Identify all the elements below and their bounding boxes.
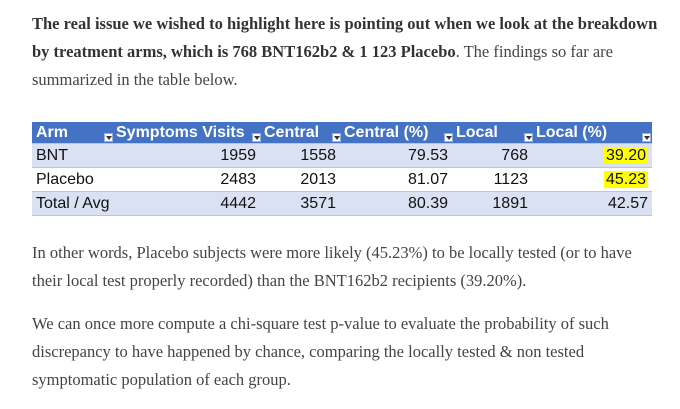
cell-local: 1123 xyxy=(452,168,532,192)
cell-local: 768 xyxy=(452,144,532,168)
cell-local-pct: 42.57 xyxy=(532,192,652,216)
cell-local: 1891 xyxy=(452,192,532,216)
cell-central: 2013 xyxy=(260,168,340,192)
highlighted-value: 45.23 xyxy=(605,170,646,188)
cell-local-pct xyxy=(532,144,652,168)
summary-table xyxy=(32,122,652,216)
intro-rest-text: . The findings so far are summarized in the table below. xyxy=(32,42,613,89)
header-local-pct[interactable]: Local (%) xyxy=(532,122,652,144)
paragraph-comparison: In other words, Placebo subjects were more likely (45.23%) to be locally tested (or to have their local test properly recorded) than the BNT162b2 recipients (39.20%). xyxy=(32,243,632,290)
filter-dropdown-central-icon[interactable] xyxy=(332,133,341,142)
paragraph-chi-square: We can once more compute a chi-square test p-value to evaluate the probability of such discrepancy to have happened by chance, comparing the locally tested & non tested symptomatic population of each group. xyxy=(32,314,609,389)
cell-symptoms-visits: 2483 xyxy=(112,168,260,192)
header-symptoms-visits[interactable]: Symptoms Visits xyxy=(112,122,260,144)
header-central[interactable]: Central xyxy=(260,122,340,144)
header-local[interactable]: Local xyxy=(452,122,532,144)
filter-dropdown-central-pct-icon[interactable] xyxy=(444,133,453,142)
cell-central-pct: 81.07 xyxy=(340,168,452,192)
cell-arm: Placebo xyxy=(32,168,112,192)
cell-local-pct xyxy=(532,168,652,192)
cell-central: 1558 xyxy=(260,144,340,168)
table-row xyxy=(32,144,652,168)
intro-bold-text: The real issue we wished to highlight here is pointing out when we look at the breakdown by treatment arms, which is 768 BNT162b2 & 1 123 Placebo xyxy=(32,14,658,61)
intro-paragraph xyxy=(32,10,662,94)
header-arm[interactable]: Arm xyxy=(32,122,112,144)
cell-central-pct: 80.39 xyxy=(340,192,452,216)
header-central-pct[interactable]: Central (%) xyxy=(340,122,452,144)
cell-symptoms-visits: 4442 xyxy=(112,192,260,216)
highlighted-value: 39.20 xyxy=(605,146,646,164)
table-header-row xyxy=(32,122,652,144)
table-row xyxy=(32,168,652,192)
filter-dropdown-symptoms-icon[interactable] xyxy=(252,133,261,142)
cell-central-pct: 79.53 xyxy=(340,144,452,168)
cell-central: 3571 xyxy=(260,192,340,216)
cell-arm: Total / Avg xyxy=(32,192,112,216)
cell-symptoms-visits: 1959 xyxy=(112,144,260,168)
cell-arm: BNT xyxy=(32,144,112,168)
table-row xyxy=(32,192,652,216)
filter-dropdown-arm-icon[interactable] xyxy=(104,133,113,142)
filter-dropdown-local-icon[interactable] xyxy=(524,133,533,142)
filter-dropdown-local-pct-icon[interactable] xyxy=(642,133,651,142)
